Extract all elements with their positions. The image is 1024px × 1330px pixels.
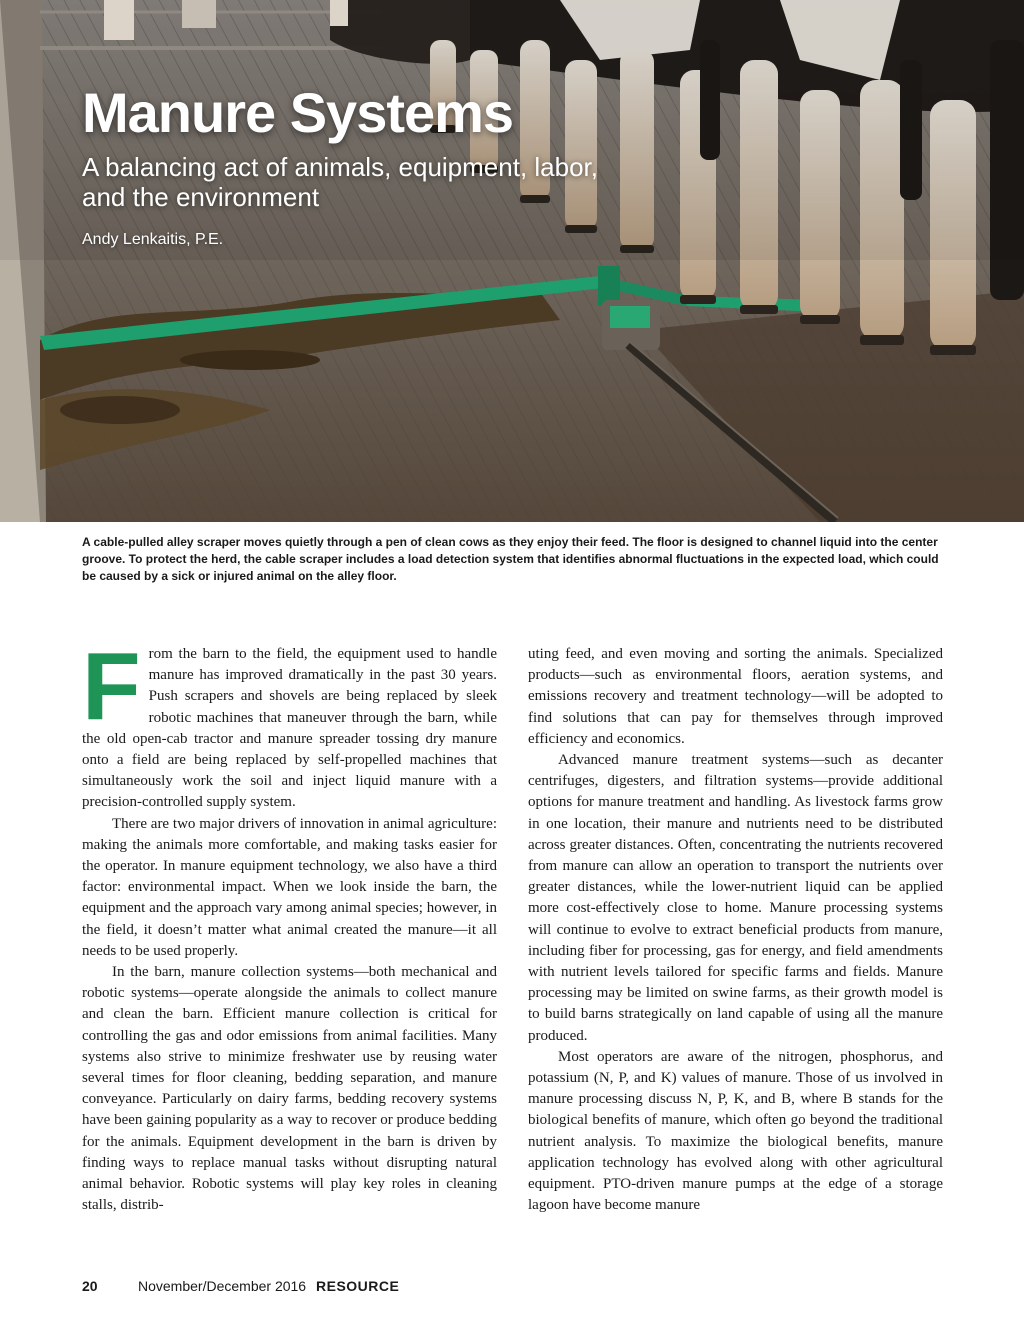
body-paragraph: There are two major drivers of innovation in animal agriculture: making the animals more comfortable, and making tasks easier for the operator. In manure equipment technology, we also have a third factor: environmental impact. When we look inside the barn, the equipment and the approach vary among animal species; however, in the field, it doesn’t matter what animal created the manure—it all needs to be used properly. <box>82 815 497 959</box>
magazine-name: RESOURCE <box>316 1278 400 1294</box>
page-number: 20 <box>82 1278 98 1294</box>
paragraph-text: rom the barn to the field, the equipment used to handle manure has improved dramatically in the past 30 years. Push scrapers and shovels are being replaced by sleek robotic machines that maneuver through the barn, while the old open-cab tractor and manure spreader tossing dry manure onto a field are being replaced by self-propelled machines that simultaneously work the soil and inject liquid manure with a precision-controlled supply system. <box>82 646 497 811</box>
body-paragraph: In the barn, manure collection systems—both mechanical and robotic systems—operate alongside the animals to collect manure and clean the barn. Efficient manure collection is critical for controlling the gas and odor emissions from animal facilities. Many systems also strive to minimize freshwater use by reusing water several times for floor cleaning, bedding separation, and manure conveyance. Particularly on dairy farms, bedding recovery systems have been gaining popularity as a way to recover or produce bedding for the animals. Equipment development in the barn is driven by finding ways to replace manual tasks without disrupting natural animal behavior. Robotic systems will play key roles in cleaning stalls, distrib- <box>82 964 497 1214</box>
article-subtitle: A balancing act of animals, equipment, labor, and the environment <box>82 152 598 212</box>
hero-photo <box>0 0 1024 522</box>
article-title: Manure Systems <box>82 81 514 144</box>
article-author: Andy Lenkaitis, P.E. <box>82 231 224 248</box>
body-paragraph <box>82 633 497 814</box>
body-paragraph: Most operators are aware of the nitrogen, phosphorus, and potassium (N, P, and K) values of manure. Those of us involved in manure processing discuss N, P, K, and B, where B stands for the biological benefits of manure, which often go beyond the traditional nutrient analysis. To maximize the biological benefits, manure application technology has evolved along with other agricultural equipment. PTO-driven manure pumps at the edge of a storage lagoon have become manure <box>528 1048 943 1214</box>
drop-cap: F <box>82 633 141 740</box>
body-column-right <box>528 644 943 1216</box>
barn-scene-illustration <box>0 0 1024 522</box>
body-paragraph: uting feed, and even moving and sorting the animals. Specialized products—such as environmental floors, aeration systems, and emissions recovery and treatment technology—will be adopted to find solutions that can pay for themselves through improved efficiency and economics. <box>528 646 943 747</box>
photo-caption: A cable-pulled alley scraper moves quietly through a pen of clean cows as they enjoy their feed. The floor is designed to channel liquid into the center groove. To protect the herd, the cable scraper includes a load detection system that identifies abnormal fluctuations in the expected load, which could be caused by a sick or injured animal on the alley floor. <box>82 535 939 583</box>
body-paragraph: Advanced manure treatment systems—such as decanter centrifuges, digesters, and filtration systems—provide additional options for manure treatment and handling. As livestock farms grow in one location, their manure and nutrients need to be distributed across greater distances. Often, concentrating the nutrients recovered from manure can allow an operation to transport the nutrients over greater distances, while the lower-nutrient liquid can be applied more cost-effectively close to home. Manure processing systems will continue to evolve to extract beneficial products from manure, including fiber for processing, gas for energy, and field amendments with nutrient levels tailored for specific farms and fields. Manure processing may be limited on swine farms, as their growth model is to build barns strategically on land capable of using all the manure produced. <box>528 752 943 1044</box>
page-footer <box>82 1278 399 1294</box>
body-column-left <box>82 633 497 1216</box>
issue-date: November/December 2016 <box>138 1278 307 1294</box>
